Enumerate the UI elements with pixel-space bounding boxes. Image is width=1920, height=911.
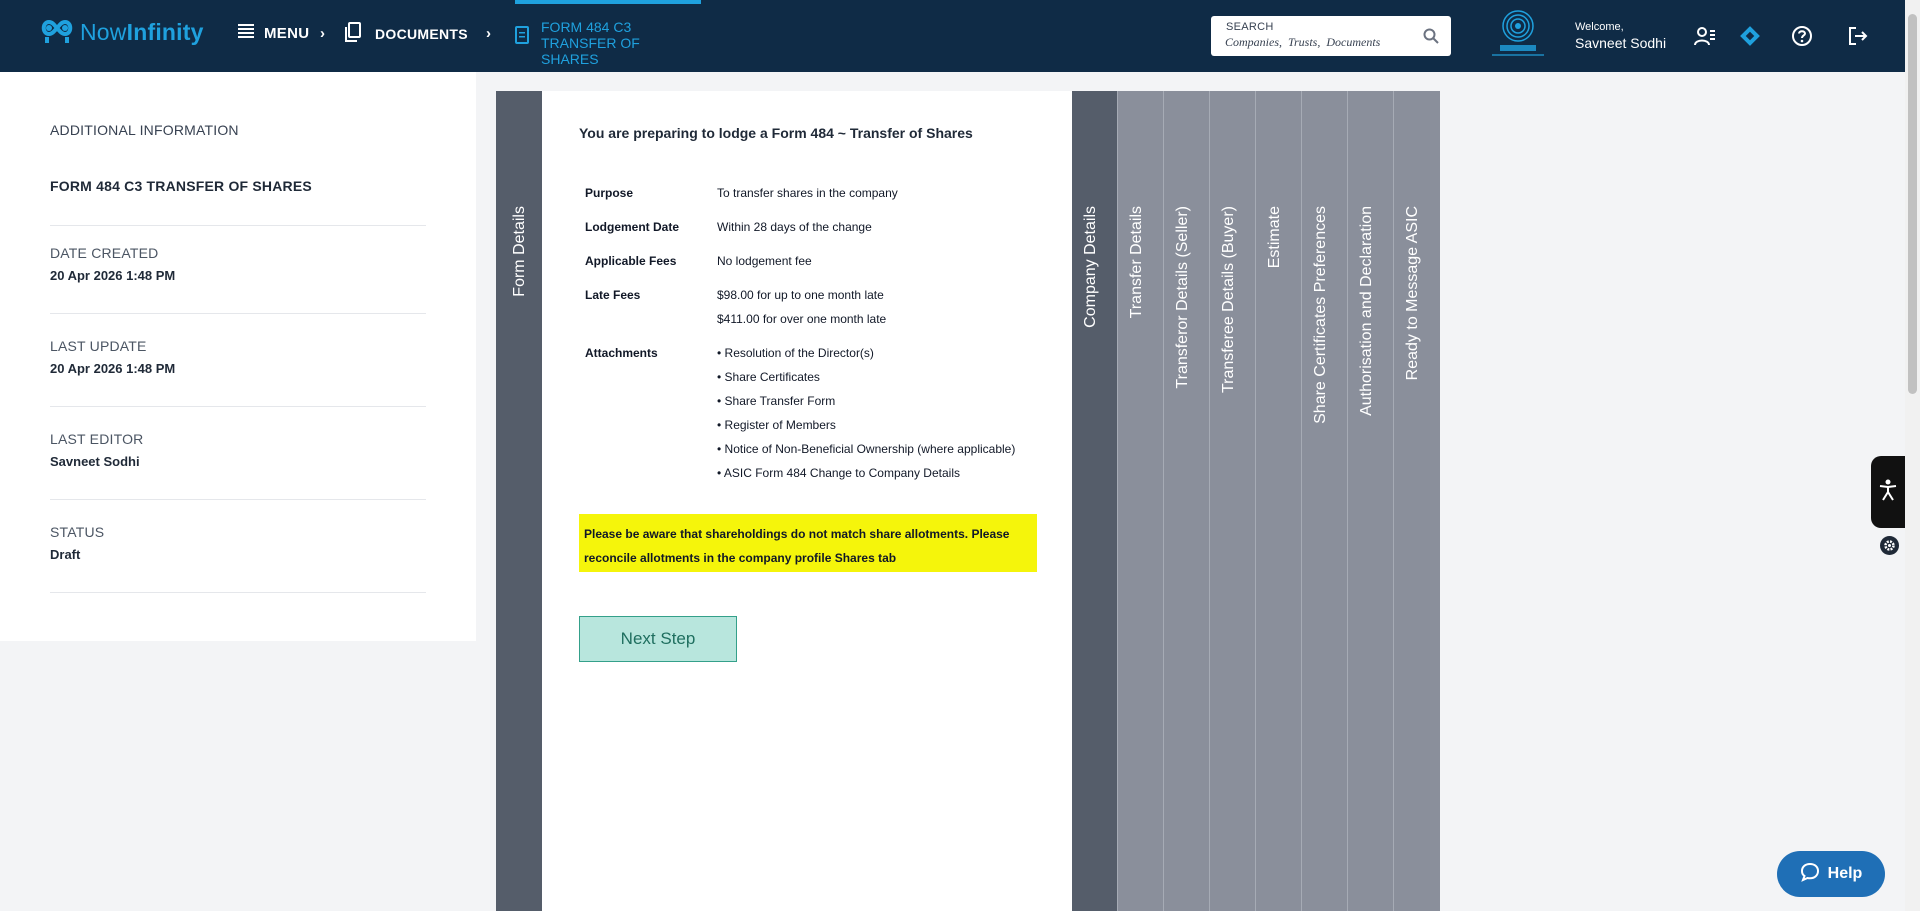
info-value: 20 Apr 2026 1:48 PM — [50, 268, 176, 283]
top-navigation-bar — [0, 0, 1905, 72]
menu-button[interactable] — [238, 24, 309, 42]
next-step-button[interactable]: Next Step — [579, 616, 737, 662]
form-details-card — [542, 91, 1072, 911]
shareholding-warning: Please be aware that shareholdings do not match share allotments. Please reconcile allotments in the company profile Shares tab — [579, 514, 1037, 572]
info-form-name: FORM 484 C3 TRANSFER OF SHARES — [50, 178, 426, 226]
info-date-created — [50, 245, 426, 314]
user-list-icon[interactable] — [1693, 24, 1717, 48]
breadcrumb-documents[interactable] — [345, 22, 468, 45]
late-fee-item: $98.00 for up to one month late — [717, 288, 884, 302]
tab-ready-to-message-asic[interactable] — [1394, 91, 1440, 911]
logo-text-infinity: Infinity — [126, 18, 204, 45]
help-circle-icon[interactable] — [1790, 24, 1814, 48]
tab-form-details[interactable] — [496, 91, 542, 911]
applicable-fees-label: Applicable Fees — [585, 254, 677, 268]
attachment-item: • Share Certificates — [717, 370, 820, 384]
search-icon[interactable] — [1423, 28, 1439, 49]
step-label: Company Details — [1082, 206, 1099, 328]
form-icon — [515, 26, 529, 49]
info-status — [50, 524, 426, 593]
page-scrollbar[interactable] — [1905, 0, 1920, 911]
attachment-item: • Share Transfer Form — [717, 394, 836, 408]
welcome-text: Welcome, — [1575, 21, 1624, 33]
info-label: DATE CREATED — [50, 245, 159, 261]
tab-estimate[interactable] — [1256, 91, 1302, 911]
form-title: You are preparing to lodge a Form 484 ~ Transfer of Shares — [579, 125, 973, 141]
purpose-label: Purpose — [585, 186, 634, 200]
logo-text-now: Now — [80, 18, 127, 45]
info-value: Draft — [50, 547, 81, 562]
accessibility-icon — [1878, 478, 1898, 507]
late-fee-item: $411.00 for over one month late — [717, 312, 887, 326]
advice-brand-logo — [1486, 8, 1550, 62]
logout-icon[interactable] — [1846, 24, 1870, 48]
breadcrumb-separator: › — [486, 25, 491, 42]
breadcrumb-separator: › — [320, 25, 325, 42]
tab-transferor-details[interactable] — [1164, 91, 1210, 911]
gear-icon[interactable] — [1880, 536, 1899, 555]
step-label: Share Certificates Preferences — [1312, 206, 1329, 424]
logo-mark-icon — [40, 18, 74, 46]
purpose-value: To transfer shares in the company — [717, 186, 898, 200]
info-label: LAST UPDATE — [50, 338, 147, 354]
user-name: Savneet Sodhi — [1575, 35, 1667, 51]
menu-icon — [238, 24, 254, 42]
info-last-update — [50, 338, 426, 407]
chat-bubble-icon — [1800, 862, 1820, 887]
documents-label: DOCUMENTS — [375, 25, 468, 42]
attachment-item: • Register of Members — [717, 418, 836, 432]
info-label: LAST EDITOR — [50, 431, 144, 447]
applicable-fees-value: No lodgement fee — [717, 254, 812, 268]
diamond-icon[interactable] — [1738, 24, 1762, 48]
search-input[interactable] — [1225, 34, 1415, 50]
info-value: Savneet Sodhi — [50, 454, 140, 469]
info-label: STATUS — [50, 524, 105, 540]
step-label: Authorisation and Declaration — [1358, 206, 1375, 416]
step-label: Estimate — [1266, 206, 1283, 269]
tab-transfer-details[interactable] — [1118, 91, 1164, 911]
lodgement-date-value: Within 28 days of the change — [717, 220, 872, 234]
nowinfinity-logo[interactable] — [40, 18, 204, 46]
scrollbar-thumb[interactable] — [1908, 14, 1917, 394]
info-heading: ADDITIONAL INFORMATION — [50, 122, 239, 138]
tab-form-details-label: Form Details — [511, 206, 528, 297]
global-search[interactable] — [1211, 16, 1451, 56]
help-chat-button[interactable] — [1777, 851, 1885, 897]
tab-share-certificates-preferences[interactable] — [1302, 91, 1348, 911]
tab-authorisation-declaration[interactable] — [1348, 91, 1394, 911]
step-label: Transferor Details (Seller) — [1174, 206, 1191, 389]
tab-transferee-details[interactable] — [1210, 91, 1256, 911]
tab-company-details[interactable] — [1072, 91, 1118, 911]
late-fees-label: Late Fees — [585, 288, 641, 302]
help-label: Help — [1827, 865, 1863, 882]
step-label: Transfer Details — [1128, 206, 1145, 319]
welcome-user — [1575, 21, 1666, 51]
info-last-editor — [50, 431, 426, 500]
breadcrumb-current-form[interactable] — [515, 0, 701, 72]
accessibility-button[interactable] — [1871, 456, 1905, 528]
attachments-label: Attachments — [585, 346, 658, 360]
lodgement-date-label: Lodgement Date — [585, 220, 680, 234]
documents-icon — [345, 22, 361, 45]
menu-label: MENU — [264, 24, 310, 42]
attachment-item: • Resolution of the Director(s) — [717, 346, 874, 360]
attachment-item: • ASIC Form 484 Change to Company Details — [717, 466, 960, 480]
current-form-label: FORM 484 C3 TRANSFER OF SHARES — [541, 19, 640, 67]
step-label: Ready to Message ASIC — [1404, 206, 1421, 381]
search-label: SEARCH — [1226, 21, 1274, 33]
info-value: 20 Apr 2026 1:48 PM — [50, 361, 176, 376]
additional-information-panel — [0, 72, 476, 641]
attachment-item: • Notice of Non-Beneficial Ownership (where applicable) — [717, 442, 1016, 456]
step-label: Transferee Details (Buyer) — [1220, 206, 1237, 394]
logo-text — [80, 19, 204, 46]
